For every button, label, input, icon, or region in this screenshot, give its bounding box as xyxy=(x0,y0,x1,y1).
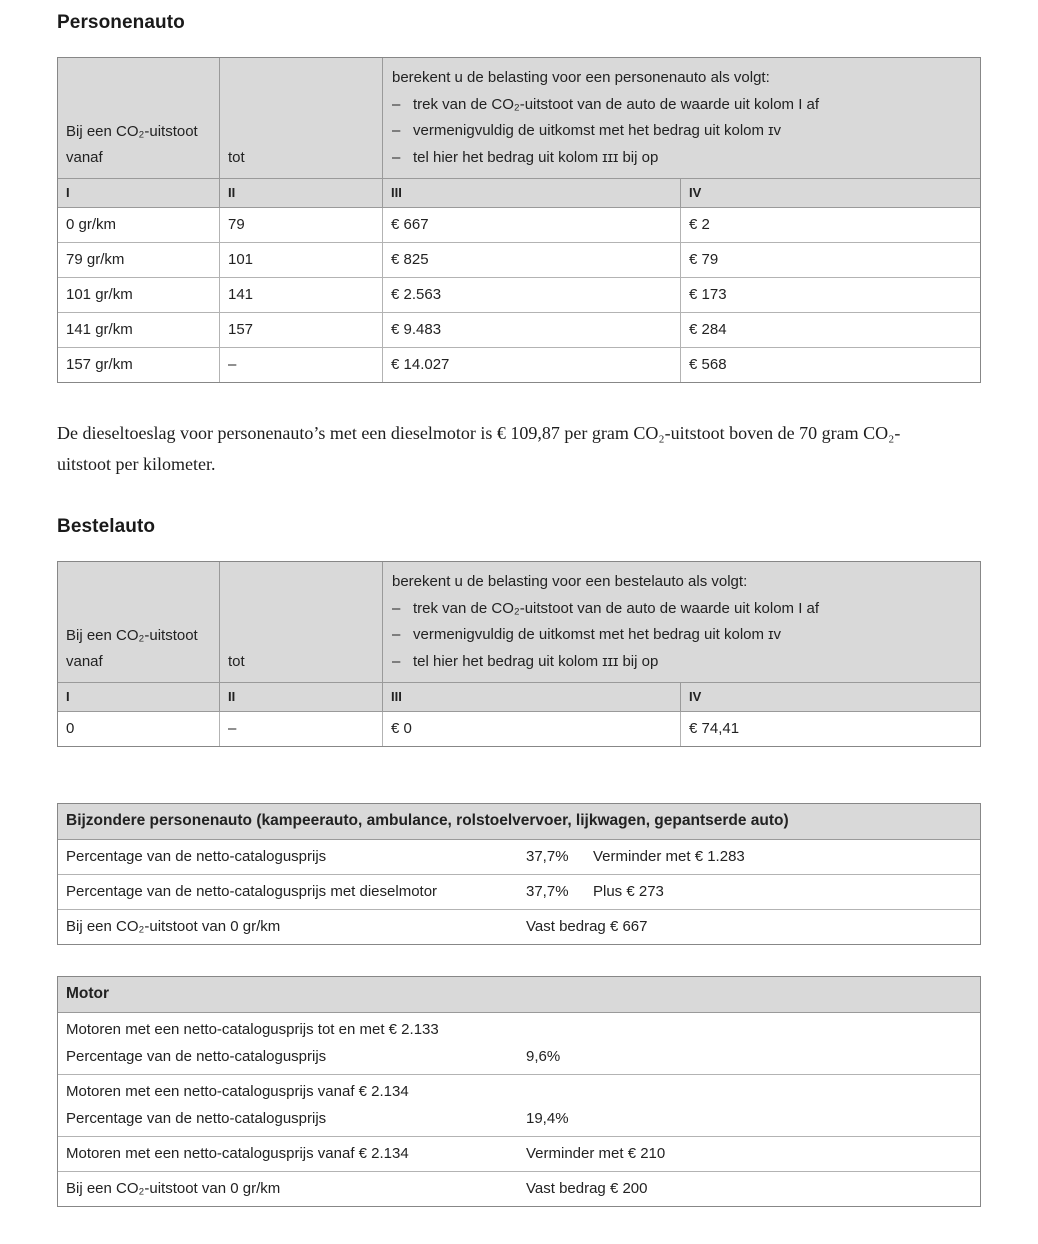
table-row xyxy=(58,910,980,944)
table-row xyxy=(58,875,980,910)
instruction-step: – tel hier het bedrag uit kolom ɪɪɪ bij op xyxy=(392,649,970,676)
cell-col-II: 157 xyxy=(220,313,383,347)
row-value: Verminder met € 210 xyxy=(526,1145,666,1162)
column-header-III: III xyxy=(383,179,681,207)
cell-col-I: 79 gr/km xyxy=(58,243,220,277)
instruction-step: – tel hier het bedrag uit kolom ɪɪɪ bij op xyxy=(392,145,970,172)
cell-col-II: – xyxy=(220,712,383,746)
row-value: Vast bedrag € 667 xyxy=(526,918,648,935)
bullet-dash: – xyxy=(392,652,401,670)
table-motor xyxy=(57,976,981,1207)
header-cell-instructions xyxy=(383,58,980,178)
row-line1: Motoren met een netto-catalogusprijs tot en met € 2.133 xyxy=(66,1021,439,1038)
table-row xyxy=(58,1172,980,1206)
row-value: 9,6% xyxy=(526,1048,561,1065)
cell-col-I: 141 gr/km xyxy=(58,313,220,347)
row-note: Plus € 273 xyxy=(593,883,664,900)
diesel-surcharge-note: De dieseltoeslag voor personenauto’s met een dieselmotor is € 109,87 per gram CO₂-uitstoot boven de 70 gram CO₂-uitstoot per kilometer. xyxy=(57,423,901,474)
bullet-dash: – xyxy=(392,95,401,113)
cell-col-IV: € 284 xyxy=(689,321,727,338)
instruction-step: – vermenigvuldig de uitkomst met het bedrag uit kolom ɪᴠ xyxy=(392,622,970,649)
cell-col-IV: € 173 xyxy=(689,286,727,303)
column-header-row xyxy=(58,683,980,712)
table-bijzondere-personenauto xyxy=(57,803,981,945)
table-row xyxy=(58,278,980,313)
row-label: Motoren met een netto-catalogusprijs vanaf € 2.134 xyxy=(66,1145,409,1162)
header-cell-co2-vanaf: Bij een CO₂-uitstoot vanaf xyxy=(58,562,220,682)
bullet-dash: – xyxy=(392,122,401,139)
cell-col-II: 79 xyxy=(220,208,383,242)
cell-col-I: 157 gr/km xyxy=(58,348,220,382)
column-header-II: II xyxy=(220,683,383,711)
column-header-IV: IV xyxy=(689,689,702,704)
cell-col-II: – xyxy=(220,348,383,382)
row-label: Percentage van de netto-catalogusprijs xyxy=(66,848,327,865)
section-title-bestelauto: Bestelauto xyxy=(57,516,156,537)
bullet-dash: – xyxy=(392,148,401,166)
cell-col-III: € 667 xyxy=(383,208,681,242)
section-title-personenauto: Personenauto xyxy=(57,12,185,33)
header-cell-instructions xyxy=(383,562,980,682)
table-row xyxy=(58,712,980,746)
header-cell-tot: tot xyxy=(220,562,383,682)
cell-col-I: 0 gr/km xyxy=(58,208,220,242)
row-label: Percentage van de netto-catalogusprijs xyxy=(66,1048,327,1065)
table-row xyxy=(58,840,980,875)
column-header-row xyxy=(58,179,980,208)
table-row xyxy=(58,1075,980,1137)
column-header-III: III xyxy=(383,683,681,711)
column-header-II: II xyxy=(220,179,383,207)
row-label: Percentage van de netto-catalogusprijs met dieselmotor xyxy=(66,883,438,900)
cell-col-IV: € 74,41 xyxy=(689,720,740,737)
header-cell-co2-vanaf: Bij een CO₂-uitstoot vanaf xyxy=(58,58,220,178)
table-row xyxy=(58,243,980,278)
cell-col-III: € 2.563 xyxy=(383,278,681,312)
row-line1: Motoren met een netto-catalogusprijs vanaf € 2.134 xyxy=(66,1083,409,1100)
cell-col-IV: € 2 xyxy=(689,216,710,233)
column-header-IV: IV xyxy=(689,185,702,200)
table-header-row xyxy=(58,58,980,179)
column-header-I: I xyxy=(58,179,220,207)
row-value: 37,7% xyxy=(526,883,569,900)
cell-col-I: 0 xyxy=(58,712,220,746)
table-row xyxy=(58,208,980,243)
cell-col-III: € 14.027 xyxy=(383,348,681,382)
instruction-step: – trek van de CO₂-uitstoot van de auto de waarde uit kolom I af xyxy=(392,596,970,623)
table-row xyxy=(58,313,980,348)
table-row xyxy=(58,1013,980,1075)
row-label: Bij een CO₂-uitstoot van 0 gr/km xyxy=(66,918,281,935)
row-note: Verminder met € 1.283 xyxy=(593,848,745,865)
cell-col-II: 141 xyxy=(220,278,383,312)
row-value: 19,4% xyxy=(526,1110,569,1127)
instruction-step: – vermenigvuldig de uitkomst met het bedrag uit kolom ɪᴠ xyxy=(392,118,970,145)
row-label: Bij een CO₂-uitstoot van 0 gr/km xyxy=(66,1180,281,1197)
table-header-row xyxy=(58,562,980,683)
row-value: Vast bedrag € 200 xyxy=(526,1180,648,1197)
bullet-dash: – xyxy=(392,626,401,643)
column-header-I: I xyxy=(58,683,220,711)
row-label: Percentage van de netto-catalogusprijs xyxy=(66,1110,327,1127)
instruction-intro: berekent u de belasting voor een bestelauto als volgt: xyxy=(392,573,748,590)
row-value: 37,7% xyxy=(526,848,569,865)
instruction-intro: berekent u de belasting voor een personenauto als volgt: xyxy=(392,69,770,86)
cell-col-III: € 0 xyxy=(383,712,681,746)
instruction-step: – trek van de CO₂-uitstoot van de auto de waarde uit kolom I af xyxy=(392,92,970,119)
row-note xyxy=(593,917,972,936)
cell-col-IV: € 79 xyxy=(689,251,719,268)
cell-col-I: 101 gr/km xyxy=(58,278,220,312)
table-row xyxy=(58,1137,980,1172)
table-title-bijzondere-personenauto: Bijzondere personenauto (kampeerauto, ambulance, rolstoelvervoer, lijkwagen, gepantserde auto) xyxy=(58,804,980,840)
header-cell-tot: tot xyxy=(220,58,383,178)
cell-col-III: € 825 xyxy=(383,243,681,277)
bpm-table-personenauto xyxy=(57,57,981,383)
table-row xyxy=(58,348,980,382)
cell-col-III: € 9.483 xyxy=(383,313,681,347)
bpm-table-bestelauto xyxy=(57,561,981,747)
cell-col-IV: € 568 xyxy=(689,356,727,373)
table-title-motor: Motor xyxy=(58,977,980,1013)
bullet-dash: – xyxy=(392,599,401,617)
cell-col-II: 101 xyxy=(220,243,383,277)
